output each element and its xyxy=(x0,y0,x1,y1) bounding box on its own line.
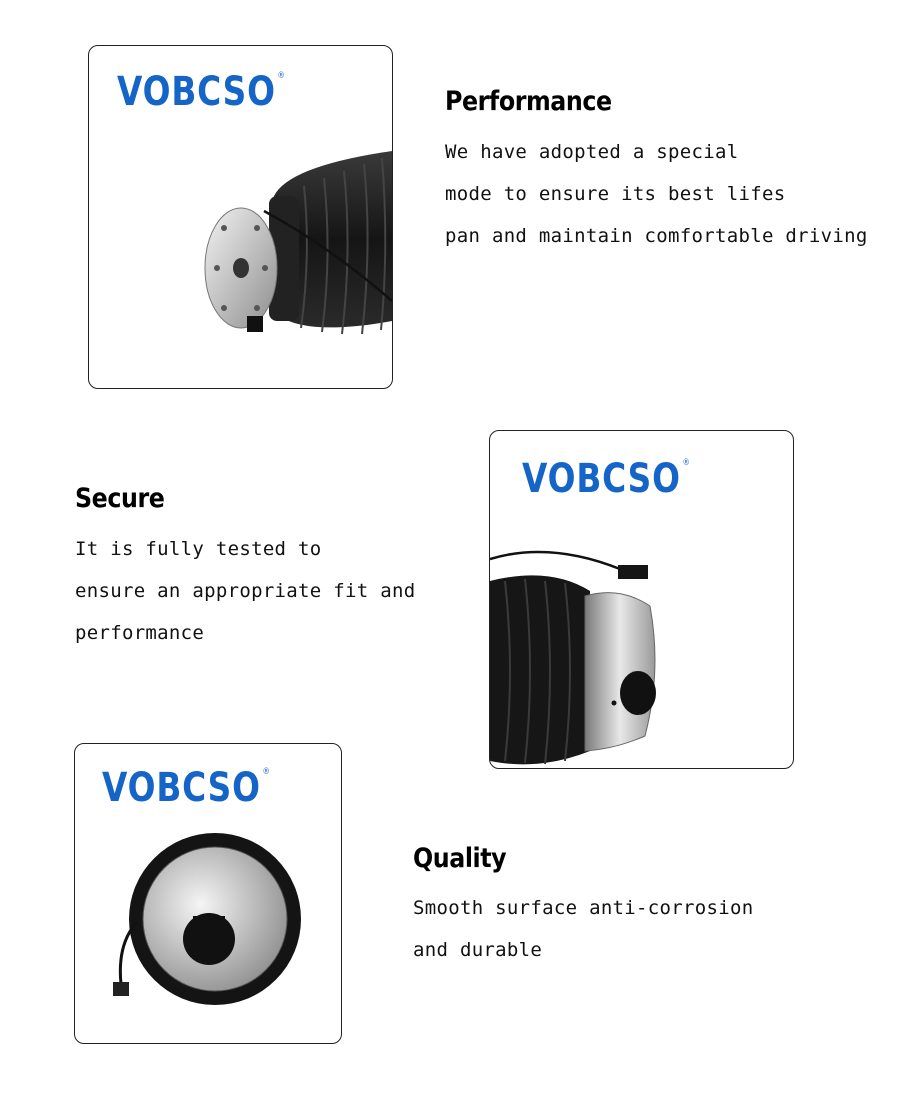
section-text-secure-line-3: performance xyxy=(75,622,205,644)
air-spring-top-image xyxy=(75,744,341,1043)
product-image-card-2 xyxy=(489,430,794,769)
product-image-card-3 xyxy=(74,743,342,1044)
section-text-quality-line-1: Smooth surface anti-corrosion xyxy=(413,897,754,919)
section-text-performance-line-2: mode to ensure its best lifes xyxy=(445,183,786,205)
section-text-performance-line-1: We have adopted a special xyxy=(445,141,739,163)
air-spring-bellows-image xyxy=(490,431,793,768)
air-spring-side-image xyxy=(89,46,392,388)
section-heading-secure: Secure xyxy=(75,483,165,514)
brand-logo: VOBCSO ® xyxy=(117,69,286,115)
brand-logo: VOBCSO ® xyxy=(522,456,691,502)
section-heading-performance: Performance xyxy=(445,86,612,117)
product-image-card-1 xyxy=(88,45,393,389)
brand-logo: VOBCSO ® xyxy=(102,765,271,811)
section-text-quality-line-2: and durable xyxy=(413,939,543,961)
section-text-secure-line-1: It is fully tested to xyxy=(75,538,322,560)
section-text-secure-line-2: ensure an appropriate fit and xyxy=(75,580,416,602)
section-heading-quality: Quality xyxy=(413,843,507,874)
section-text-performance-line-3: pan and maintain comfortable driving xyxy=(445,225,868,247)
